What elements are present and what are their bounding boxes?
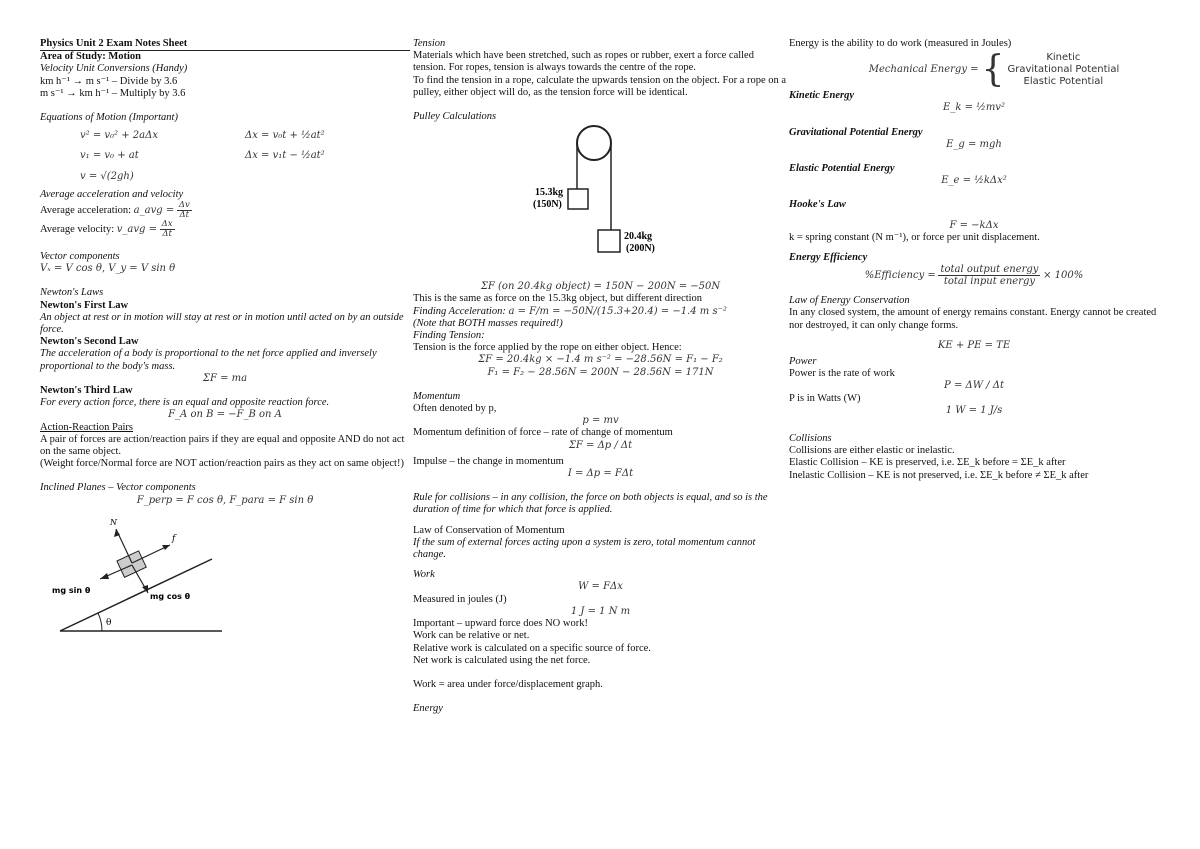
action-reaction-heading: Action-Reaction Pairs <box>40 421 134 433</box>
mass-2-label: 20.4kg <box>624 231 653 243</box>
vector-heading: Vector components <box>40 251 120 263</box>
action-reaction-text: A pair of forces are action/reaction pairs if they are equal and opposite AND do not act on the same object. <box>40 433 405 458</box>
equation: v₁ = v₀ + at <box>80 150 139 162</box>
work-heading: Work <box>413 569 435 581</box>
equation-tail: × 100% <box>1043 270 1084 282</box>
mechanical-energy <box>829 49 1159 91</box>
vector-equation: Vₓ = V cos θ, V_y = V sin θ <box>40 263 176 275</box>
weight-2-label: (200N) <box>626 243 655 255</box>
incline-equation: F_perp = F cos θ, F_para = F sin θ <box>136 494 314 506</box>
gpe-heading: Gravitational Potential Energy <box>789 126 923 138</box>
equation-lhs: a_avg = <box>133 204 175 216</box>
friction-label: f <box>172 533 176 544</box>
efficiency-equation <box>789 264 1159 287</box>
power-equation: P = ΔW / Δt <box>944 380 1004 392</box>
fraction <box>938 264 1040 287</box>
average-velocity <box>40 220 410 239</box>
ke-equation: E_k = ½mv² <box>943 102 1005 114</box>
third-law-text: For every action force, there is an equal and opposite reaction force. <box>40 397 330 409</box>
collision-rule: Rule for collisions – in any collision, the force on both objects is equal, and so is the duration of time for which that force is applied. <box>413 492 768 516</box>
denominator: total input energy <box>943 276 1036 288</box>
first-law-heading: Newton's First Law <box>40 299 129 311</box>
arrow-head <box>100 573 109 579</box>
power-definition: Power is the rate of work <box>789 368 895 380</box>
mass-1-label: 15.3kg <box>535 187 564 199</box>
arrow-head <box>162 545 170 550</box>
work-note-3: Relative work is calculated on a specific source of force. <box>413 642 651 654</box>
tension-text-2: To find the tension in a rope, calculate the upwards tension on the object. For a rope on a pulley, either object will do, as the tension force will be identical. <box>413 74 787 98</box>
acceleration-equation: a = F/m = −50N/(15.3+20.4) = −1.4 m s⁻² <box>508 305 727 317</box>
list-item: Elastic Potential <box>1023 76 1104 88</box>
label: Average velocity: <box>40 223 115 235</box>
third-law-heading: Newton's Third Law <box>40 385 133 397</box>
momentum-text: Often denoted by p, <box>413 403 497 415</box>
conversion-line-2: m s⁻¹ → km h⁻¹ – Multiply by 3.6 <box>40 87 186 99</box>
label: Average acceleration: <box>40 204 132 216</box>
list-item: Gravitational Potential <box>1007 64 1120 76</box>
column-energy <box>789 38 1159 482</box>
average-acceleration <box>40 201 410 220</box>
pulley-wheel <box>577 126 611 160</box>
conservation-heading: Law of Conservation of Momentum <box>413 524 565 536</box>
newton-heading: Newton's Laws <box>40 287 104 299</box>
energy-heading: Energy <box>413 703 443 715</box>
work-area-text: Work = area under force/displacement graph. <box>413 678 603 690</box>
numerator: Δv <box>178 200 190 211</box>
epe-heading: Elastic Potential Energy <box>789 163 895 175</box>
denominator: Δt <box>179 210 190 221</box>
incline-heading: Inclined Planes – Vector components <box>40 482 196 494</box>
watt-equation: 1 W = 1 J/s <box>945 404 1003 416</box>
power-heading: Power <box>789 356 817 368</box>
numerator: total output energy <box>940 264 1039 276</box>
conservation-equation: KE + PE = TE <box>937 339 1011 351</box>
numerator: Δx <box>161 219 173 230</box>
work-units: Measured in joules (J) <box>413 593 507 605</box>
spring-constant-text: k = spring constant (N m⁻¹), or force per unit displacement. <box>789 231 1040 243</box>
energy-definition: Energy is the ability to do work (measured in Joules) <box>789 38 1012 49</box>
mechanical-energy-list <box>1007 52 1119 88</box>
theta-label: θ <box>106 617 112 628</box>
normal-label: N <box>110 517 117 527</box>
hooke-equation: F = −kΔx <box>949 219 999 231</box>
mass-block-1 <box>568 189 588 209</box>
collisions-text: Collisions are either elastic or inelastic. <box>789 445 955 457</box>
pulley-heading: Pulley Calculations <box>413 111 497 123</box>
column-forces <box>413 38 788 715</box>
average-heading: Average acceleration and velocity <box>40 188 184 200</box>
denominator: Δt <box>162 229 172 240</box>
angle-arc <box>98 613 102 631</box>
velocity-heading: Velocity Unit Conversions (Handy) <box>40 63 188 75</box>
first-law-text: An object at rest or in motion will stay at rest or in motion until acted on by an outside force. <box>40 311 404 336</box>
conservation-text: In any closed system, the amount of energy remains constant. Energy cannot be created nor destroyed, it can only change forms. <box>789 307 1157 331</box>
joule-equation: 1 J = 1 N m <box>570 605 631 617</box>
momentum-force-text: Momentum definition of force – rate of change of momentum <box>413 427 673 439</box>
masses-note: (Note that BOTH masses required!) <box>413 317 563 329</box>
work-note-4: Net work is calculated using the net force. <box>413 654 591 666</box>
work-equation: W = FΔx <box>578 581 623 593</box>
mass-block-2 <box>598 230 620 252</box>
power-units: P is in Watts (W) <box>789 392 861 404</box>
tension-equation-2: F₁ = F₂ − 28.56N = 200N − 28.56N = 171N <box>487 366 714 378</box>
work-note-2: Work can be relative or net. <box>413 630 530 642</box>
block <box>117 551 146 577</box>
weight-1-label: (150N) <box>533 199 562 211</box>
tension-equation-1: ΣF = 20.4kg × −1.4 m s⁻² = −28.56N = F₁ − F₂ <box>478 354 723 366</box>
list-item: Kinetic <box>1046 52 1081 64</box>
momentum-force-equation: ΣF = Δp / Δt <box>568 439 633 451</box>
finding-tension-label: Finding Tension: <box>413 330 485 342</box>
tension-text: Materials which have been stretched, such as ropes or rubber, exert a force called tension. For ropes, tension is always towards the centre of the rope. <box>413 50 754 74</box>
tension-definition: Tension is the force applied by the rope on either object. Hence: <box>413 342 682 354</box>
inclined-plane-diagram <box>52 513 252 643</box>
brace: { <box>981 49 1005 91</box>
hooke-heading: Hooke's Law <box>789 199 846 211</box>
pulley-diagram <box>413 123 788 281</box>
work-note-1: Important – upward force does NO work! <box>413 618 588 630</box>
impulse-equation: I = Δp = FΔt <box>567 468 634 480</box>
finding-acceleration-label: Finding Acceleration: <box>413 305 506 317</box>
conversion-line-1: km h⁻¹ → m s⁻¹ – Divide by 3.6 <box>40 75 178 87</box>
cos-label: mg cos θ <box>150 591 191 601</box>
ke-heading: Kinetic Energy <box>789 90 855 102</box>
eom-heading: Equations of Motion (Important) <box>40 112 178 124</box>
impulse-text: Impulse – the change in momentum <box>413 455 564 467</box>
same-force-text: This is the same as force on the 15.3kg object, but different direction <box>413 293 703 305</box>
equation: v² = v₀² + 2aΔx <box>80 130 158 142</box>
equation-lhs: v_avg = <box>116 223 158 235</box>
second-law-text: The acceleration of a body is proportional to the net force applied and inversely proportional to the body's mass. <box>40 348 377 372</box>
tension-heading: Tension <box>413 38 446 49</box>
sin-label: mg sin θ <box>52 585 91 595</box>
conservation-heading: Law of Energy Conservation <box>789 295 910 307</box>
action-reaction-note: (Weight force/Normal force are NOT action/reaction pairs as they act on same object!) <box>40 458 404 470</box>
fraction <box>160 220 175 239</box>
equation: Δx = v₁t − ½at² <box>245 150 325 162</box>
acceleration-line <box>413 306 788 318</box>
inelastic-collision-text: Inelastic Collision – KE is not preserved, i.e. ΣE_k before ≠ ΣE_k after <box>789 469 1089 481</box>
gpe-equation: E_g = mgh <box>946 138 1002 150</box>
area-heading: Area of Study: Motion <box>40 51 142 63</box>
second-law-heading: Newton's Second Law <box>40 336 139 348</box>
elastic-collision-text: Elastic Collision – KE is preserved, i.e. ΣE_k before = ΣE_k after <box>789 457 1066 469</box>
equations-of-motion <box>40 130 410 183</box>
second-law-equation: ΣF = ma <box>202 372 248 384</box>
momentum-equation: p = mv <box>582 415 619 427</box>
third-law-equation: F_A on B = −F_B on A <box>168 409 282 421</box>
momentum-heading: Momentum <box>413 390 461 402</box>
collisions-heading: Collisions <box>789 433 832 445</box>
conservation-text: If the sum of external forces acting upon a system is zero, total momentum cannot change. <box>413 536 756 561</box>
equation-lhs: %Efficiency = <box>864 270 936 282</box>
efficiency-heading: Energy Efficiency <box>789 252 868 264</box>
equation: v = √(2gh) <box>80 170 134 182</box>
epe-equation: E_e = ½kΔx² <box>941 175 1007 187</box>
page-title: Physics Unit 2 Exam Notes Sheet <box>40 38 410 51</box>
column-motion <box>40 38 410 643</box>
fraction <box>177 201 192 220</box>
equation: Δx = v₀t + ½at² <box>245 130 325 142</box>
net-force-equation: ΣF (on 20.4kg object) = 150N − 200N = −50N <box>480 281 721 293</box>
mechanical-energy-label: Mechanical Energy = <box>868 64 979 76</box>
